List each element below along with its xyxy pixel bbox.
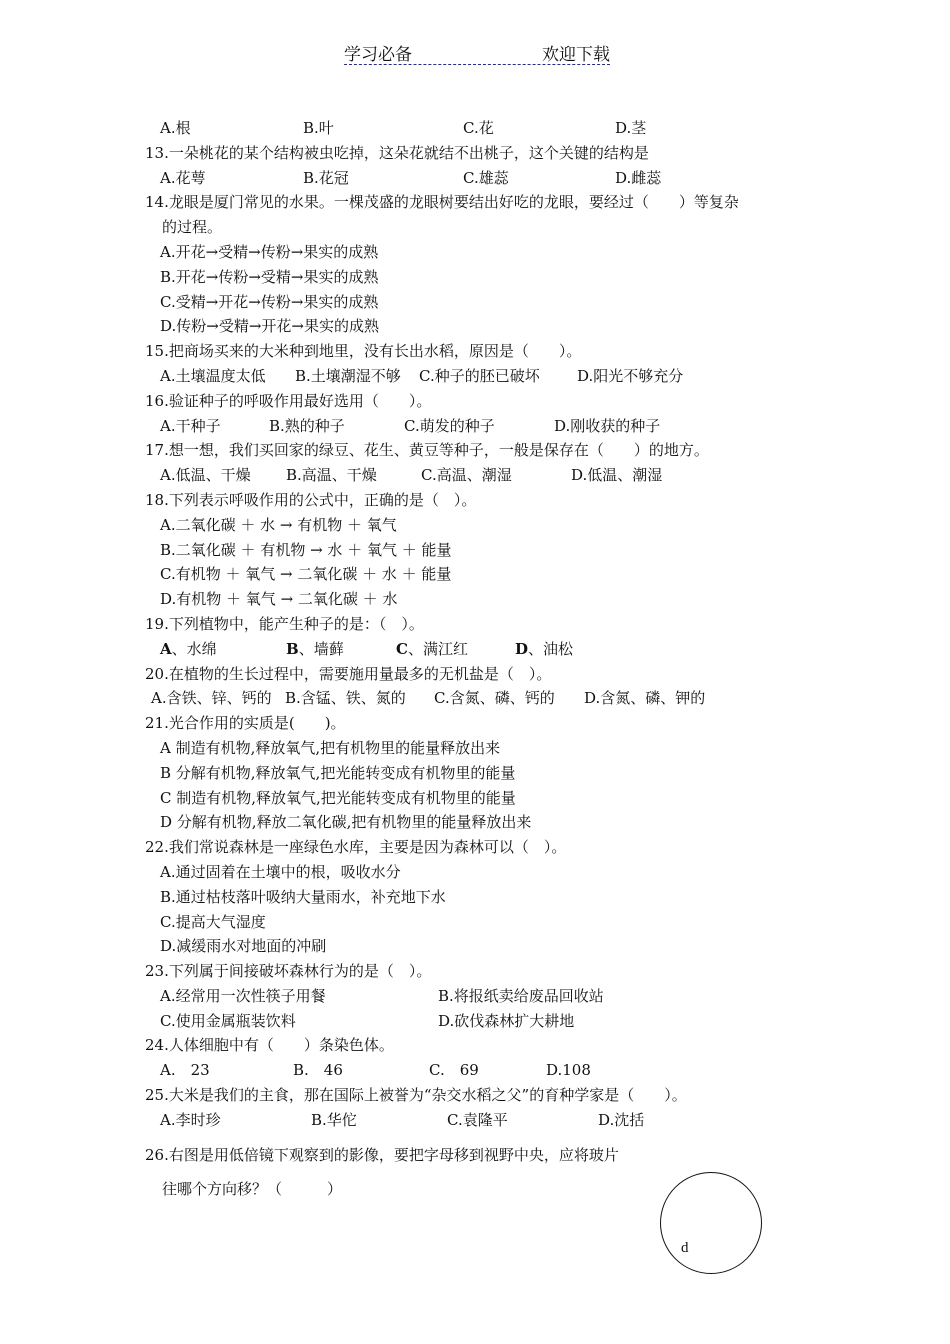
q25-option-d: D.沈括 <box>598 1110 645 1129</box>
q15-stem: 15.把商场买来的大米种到地里，没有长出水稻，原因是（ ）。 <box>145 342 582 361</box>
q17-option-a: A.低温、干燥 <box>160 466 251 485</box>
q25-options <box>145 1108 815 1133</box>
q19-option-b-letter: B <box>286 639 299 658</box>
header-right-text: 欢迎下载 <box>542 45 610 65</box>
q17-option-d: D.低温、潮湿 <box>571 466 663 485</box>
q23-option-a: A.经常用一次性筷子用餐 <box>160 986 326 1005</box>
q22-option-d: D.减缓雨水对地面的冲刷 <box>160 937 327 956</box>
q19-option-d-letter: D <box>515 639 529 658</box>
q15-option-c: C.种子的胚已破坏 <box>419 366 540 385</box>
q19-option-d-text: 、油松 <box>528 639 574 658</box>
q20-option-b: B.含锰、铁、氮的 <box>285 689 406 708</box>
q25-option-c: C.袁隆平 <box>447 1110 508 1129</box>
q23-option-d: D.砍伐森林扩大耕地 <box>438 1011 575 1030</box>
q13-option-b: B.花冠 <box>303 168 349 187</box>
q22-option-c: C.提高大气湿度 <box>160 912 266 931</box>
q24-stem: 24.人体细胞中有（ ）条染色体。 <box>145 1036 394 1055</box>
q19-option-a-letter: A <box>160 639 172 658</box>
q18-option-c: C.有机物 ＋ 氧气 → 二氧化碳 ＋ 水 ＋ 能量 <box>160 565 452 584</box>
q26-stem: 26.右图是用低倍镜下观察到的影像，要把字母移到视野中央，应将玻片 <box>145 1145 619 1164</box>
q19-options <box>145 637 815 662</box>
q19-option-a <box>160 637 217 662</box>
q14-option-b: B.开花→传粉→受精→果实的成熟 <box>160 267 379 286</box>
q19-option-c-letter: C <box>396 639 408 658</box>
q16-option-d: D.刚收获的种子 <box>554 416 661 435</box>
q21-option-c: C 制造有机物,释放氧气,把光能转变成有机物里的能量 <box>160 788 516 807</box>
q25-stem: 25.大米是我们的主食，那在国际上被誉为“杂交水稻之父”的育种学家是（ ）。 <box>145 1086 687 1105</box>
q15-option-b: B.土壤潮湿不够 <box>295 366 401 385</box>
q21-option-a: A 制造有机物,释放氧气,把有机物里的能量释放出来 <box>160 738 501 757</box>
q23-options-row2 <box>145 1009 815 1034</box>
q20-stem: 20.在植物的生长过程中，需要施用量最多的无机盐是（ ）。 <box>145 664 552 683</box>
q19-option-b-text: 、墙藓 <box>298 639 344 658</box>
q13-option-a: A.花萼 <box>160 168 206 187</box>
q14-option-c: C.受精→开花→传粉→果实的成熟 <box>160 292 379 311</box>
q21-option-d: D 分解有机物,释放二氧化碳,把有机物里的能量释放出来 <box>160 813 532 832</box>
q17-option-c: C.高温、潮湿 <box>421 466 512 485</box>
q12-options <box>145 116 815 141</box>
q13-stem: 13.一朵桃花的某个结构被虫吃掉，这朵花就结不出桃子，这个关键的结构是 <box>145 143 649 162</box>
q19-option-b <box>286 637 344 662</box>
q13-option-d: D.雌蕊 <box>615 168 662 187</box>
q15-option-d: D.阳光不够充分 <box>577 366 684 385</box>
q19-option-a-text: 、水绵 <box>171 639 217 658</box>
q16-stem: 16.验证种子的呼吸作用最好选用（ ）。 <box>145 391 432 410</box>
q17-options <box>145 463 815 488</box>
q19-option-c <box>396 637 468 662</box>
q16-option-b: B.熟的种子 <box>269 416 345 435</box>
q15-option-a: A.土壤温度太低 <box>160 366 266 385</box>
q14-stem: 14.龙眼是厦门常见的水果。一棵茂盛的龙眼树要结出好吃的龙眼，要经过（ ）等复杂 <box>145 193 739 212</box>
q18-stem: 18.下列表示呼吸作用的公式中，正确的是（ ）。 <box>145 490 477 509</box>
q12-option-d: D.茎 <box>615 119 647 137</box>
q18-option-d: D.有机物 ＋ 氧气 → 二氧化碳 ＋ 水 <box>160 590 398 609</box>
q21-stem: 21.光合作用的实质是( )。 <box>145 714 346 733</box>
q23-option-c: C.使用金属瓶装饮料 <box>160 1011 296 1030</box>
q24-options <box>145 1058 815 1083</box>
q16-option-a: A.干种子 <box>160 416 221 435</box>
header-left-text: 学习必备 <box>344 45 412 65</box>
q23-options-row1 <box>145 984 815 1009</box>
q12-option-a: A.根 <box>160 119 191 137</box>
q21-option-b: B 分解有机物,释放氧气,把光能转变成有机物里的能量 <box>160 763 516 782</box>
spacer <box>145 1133 815 1143</box>
q19-option-d <box>515 637 573 662</box>
q13-options <box>145 166 815 191</box>
q12-option-c: C.花 <box>463 119 494 137</box>
q14-option-a: A.开花→受精→传粉→果实的成熟 <box>160 242 379 261</box>
q24-option-c: C. 69 <box>429 1061 479 1080</box>
q25-option-a: A.李时珍 <box>160 1110 221 1129</box>
q23-option-b: B.将报纸卖给废品回收站 <box>438 986 604 1005</box>
q22-option-a: A.通过固着在土壤中的根，吸收水分 <box>160 862 401 881</box>
q26-stem-cont: 往哪个方向移？（ ） <box>162 1180 343 1199</box>
q22-option-b: B.通过枯枝落叶吸纳大量雨水，补充地下水 <box>160 887 446 906</box>
q15-options <box>145 364 815 389</box>
field-of-view-letter: d <box>681 1240 689 1256</box>
q16-options <box>145 414 815 439</box>
q12-option-b: B.叶 <box>303 119 334 137</box>
q20-options <box>145 686 815 711</box>
q23-stem: 23.下列属于间接破坏森林行为的是（ ）。 <box>145 962 432 981</box>
page-header <box>344 38 610 65</box>
q13-option-c: C.雄蕊 <box>463 168 509 187</box>
microscope-field-of-view <box>660 1172 762 1274</box>
q24-option-b: B. 46 <box>293 1061 343 1080</box>
q24-option-a: A. 23 <box>160 1061 210 1080</box>
q20-option-d: D.含氮、磷、钾的 <box>584 689 706 708</box>
q25-option-b: B.华佗 <box>311 1110 357 1129</box>
q20-option-a: A.含铁、锌、钙的 <box>151 689 272 708</box>
q14-stem-cont: 的过程。 <box>162 218 223 237</box>
q14-option-d: D.传粉→受精→开花→果实的成熟 <box>160 317 379 336</box>
q18-option-b: B.二氧化碳 ＋ 有机物 → 水 ＋ 氧气 ＋ 能量 <box>160 540 452 559</box>
q18-option-a: A.二氧化碳 ＋ 水 → 有机物 ＋ 氧气 <box>160 515 397 534</box>
question-list <box>145 116 815 1202</box>
q20-option-c: C.含氮、磷、钙的 <box>434 689 555 708</box>
q22-stem: 22.我们常说森林是一座绿色水库，主要是因为森林可以（ ）。 <box>145 838 567 857</box>
q19-option-c-text: 、满江红 <box>407 639 468 658</box>
q17-stem: 17.想一想，我们买回家的绿豆、花生、黄豆等种子，一般是保存在（ ）的地方。 <box>145 441 709 460</box>
q19-stem: 19.下列植物中，能产生种子的是：（ ）。 <box>145 614 424 633</box>
q24-option-d: D.108 <box>546 1061 591 1080</box>
q17-option-b: B.高温、干燥 <box>286 466 377 485</box>
q16-option-c: C.萌发的种子 <box>404 416 495 435</box>
